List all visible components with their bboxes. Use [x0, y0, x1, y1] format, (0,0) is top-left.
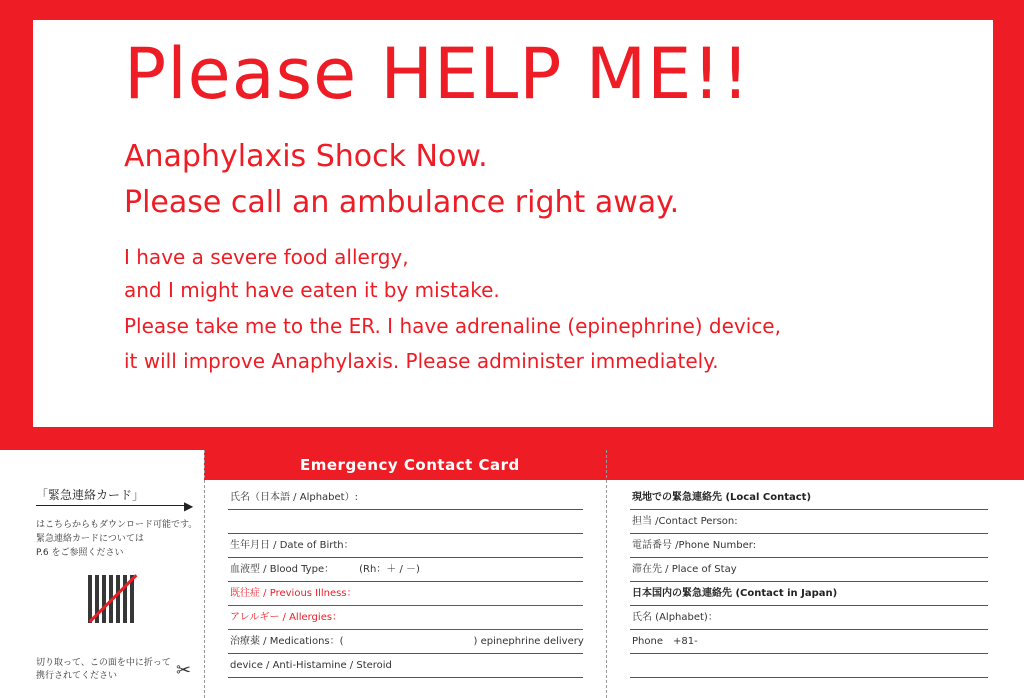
rule-line — [228, 653, 583, 654]
rule-line — [228, 557, 583, 558]
rule-line — [228, 605, 583, 606]
card-title: Emergency Contact Card — [300, 456, 520, 474]
field-previous-illness: 既往症 / Previous Illness： — [230, 588, 357, 599]
rule-line — [228, 629, 583, 630]
field-medications: 治療薬 / Medications：( ) epinephrine delivery — [230, 636, 584, 647]
rule-line — [630, 581, 988, 582]
field-japan-phone: Phone +81- — [632, 636, 698, 647]
scissors-icon: ✂ — [176, 660, 192, 681]
field-blood-type: 血液型 / Blood Type： (Rh：＋ / －) — [230, 564, 420, 575]
body-line-2: and I might have eaten it by mistake. — [124, 278, 500, 302]
cut-note-1: 切り取って、この面を中に折って — [36, 658, 171, 668]
field-name: 氏名（日本語 / Alphabet）: — [230, 492, 358, 503]
rule-line — [630, 557, 988, 558]
field-japan-name: 氏名 (Alphabet)： — [632, 612, 718, 623]
download-note-3: P.6 をご参照ください — [36, 548, 124, 558]
body-line-3: Please take me to the ER. I have adrenaline (epinephrine) device, — [124, 314, 781, 338]
arrow-line — [36, 505, 186, 506]
cut-note-2: 携行されてください — [36, 671, 118, 681]
field-phone-number: 電話番号 /Phone Number: — [632, 540, 757, 551]
fold-line-left — [204, 450, 205, 698]
fold-line-middle — [606, 450, 607, 698]
rule-line — [228, 677, 583, 678]
headline: Please HELP ME!! — [124, 33, 751, 115]
rule-line — [630, 677, 988, 678]
field-dob: 生年月日 / Date of Birth： — [230, 540, 354, 551]
download-note-1: はこちらからもダウンロード可能です。 — [36, 520, 198, 530]
rule-line — [228, 509, 583, 510]
local-contact-heading: 現地での緊急連絡先 (Local Contact) — [632, 492, 812, 503]
subheadline-1: Anaphylaxis Shock Now. — [124, 139, 488, 174]
body-line-1: I have a severe food allergy, — [124, 245, 409, 269]
rule-line — [630, 533, 988, 534]
body-line-4: it will improve Anaphylaxis. Please administer immediately. — [124, 349, 719, 373]
field-allergies: アレルギー / Allergies： — [230, 612, 343, 623]
rule-line — [630, 629, 988, 630]
card-download-title: 「緊急連絡カード」 — [36, 488, 145, 502]
rule-line — [630, 653, 988, 654]
field-place-of-stay: 滞在先 / Place of Stay — [632, 564, 737, 575]
japan-contact-heading: 日本国内の緊急連絡先 (Contact in Japan) — [632, 588, 838, 599]
download-note-2: 緊急連絡カードについては — [36, 534, 144, 544]
rule-line — [228, 581, 583, 582]
rule-line — [630, 605, 988, 606]
field-medications-cont: device / Anti-Histamine / Steroid — [230, 660, 392, 671]
subheadline-2: Please call an ambulance right away. — [124, 185, 680, 220]
arrow-right-icon: ▶ — [184, 499, 194, 513]
field-contact-person: 担当 /Contact Person: — [632, 516, 738, 527]
rule-line — [630, 509, 988, 510]
rule-line — [228, 533, 583, 534]
